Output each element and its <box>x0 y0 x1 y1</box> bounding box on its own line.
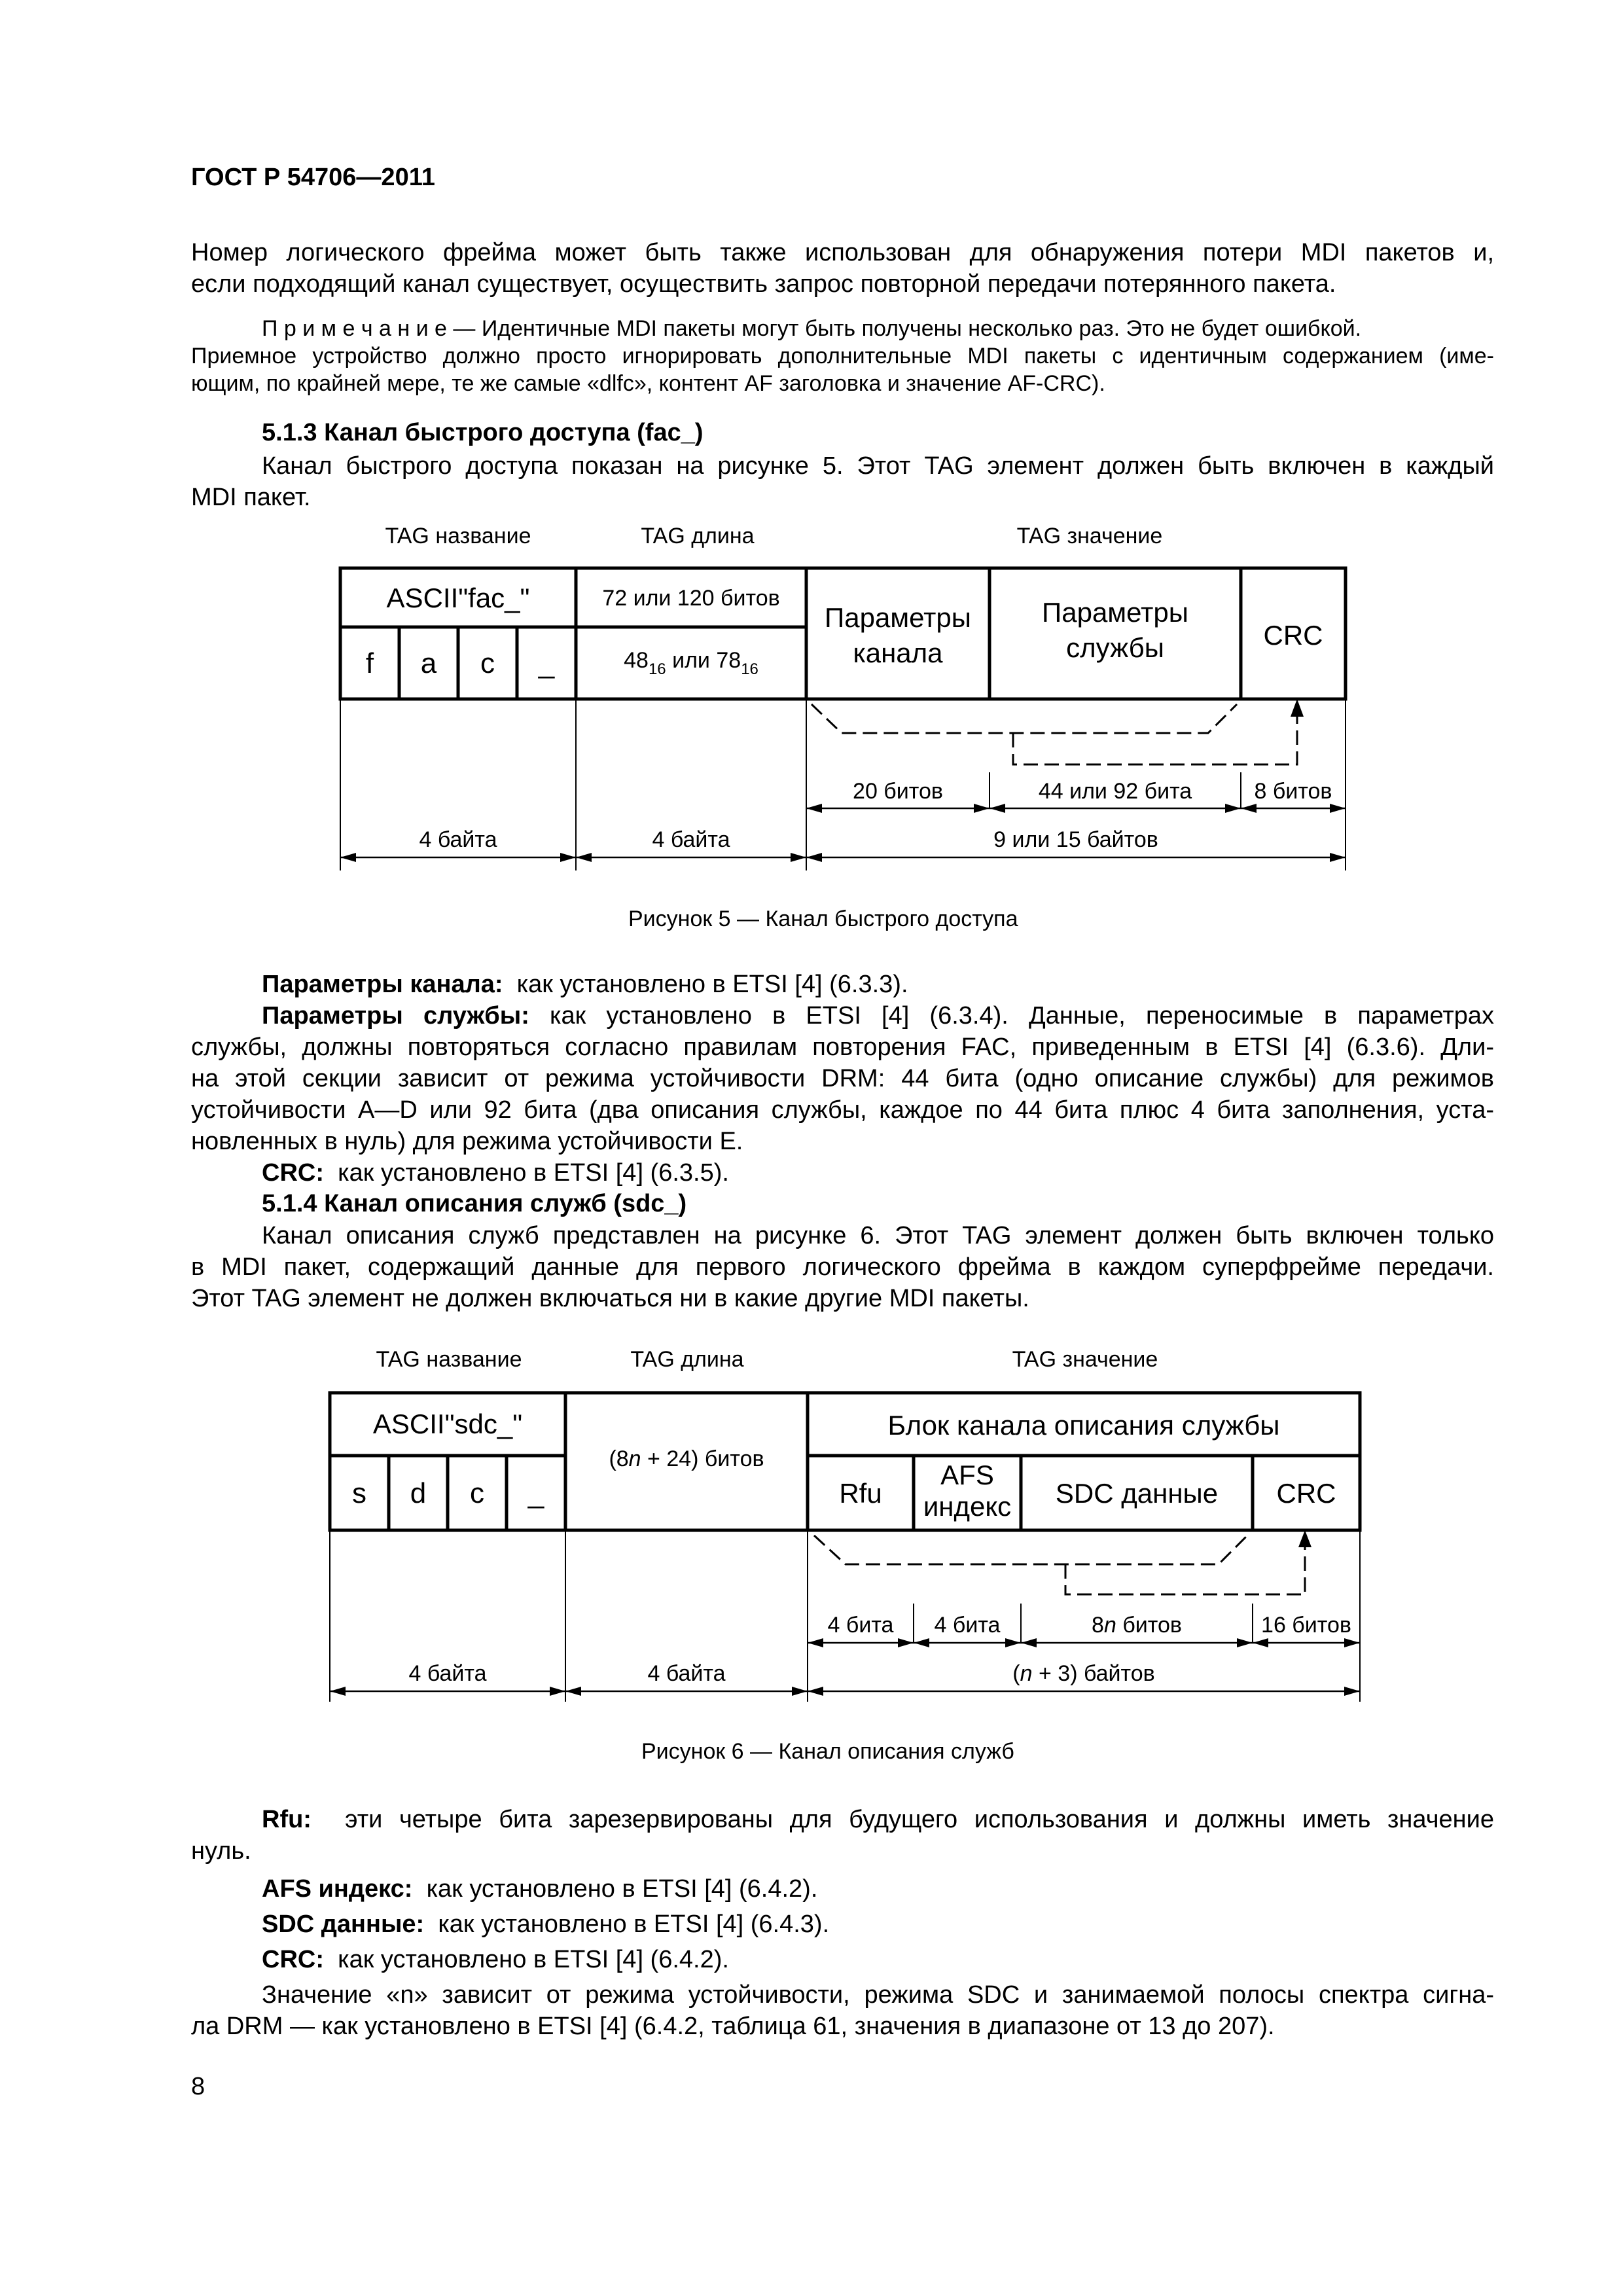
figure-6-caption: Рисунок 6 — Канал описания служб <box>641 1739 1014 1764</box>
section-514-heading: 5.1.4 Канал описания служб (sdc_) <box>262 1190 687 1217</box>
fig5-crc: CRC <box>1263 620 1323 651</box>
fig5-letter-c: c <box>480 647 495 679</box>
fig6-bits-afs: 4 бита <box>934 1613 1001 1638</box>
fig5-length-bits: 72 или 120 битов <box>602 586 780 611</box>
note-line-2: Приемное устройство должно просто игнорировать дополнительные MDI пакеты с идентичным содержанием (име- <box>191 344 1494 368</box>
sdc-rfu-line-1 <box>262 1805 1494 1834</box>
sdc-rfu-text-1: эти четыре бита зарезервированы для будущего использования и должны иметь значение <box>345 1806 1494 1833</box>
sdc-crc-label: CRC: <box>262 1946 324 1973</box>
fac-channel-text: как установлено в ETSI [4] (6.3.3). <box>516 971 908 998</box>
fac-crc-label: CRC: <box>262 1159 324 1187</box>
note-label: П р и м е ч а н и е <box>262 316 447 341</box>
fig5-ascii-label: ASCII"fac_" <box>386 583 530 613</box>
fig5-letter-f: f <box>365 647 374 679</box>
section-514-line-3: Этот TAG элемент не должен включаться ни в какие другие MDI пакеты. <box>191 1285 1029 1312</box>
fac-channel-label: Параметры канала: <box>262 971 503 998</box>
fig6-ascii-label: ASCII"sdc_" <box>372 1408 523 1439</box>
sdc-data-label: SDC данные: <box>262 1910 425 1938</box>
fig6-sdc-data: SDC данные <box>1055 1478 1219 1509</box>
fig6-bytes-length: 4 байта <box>647 1661 726 1686</box>
fig5-bits-crc: 8 битов <box>1254 779 1332 804</box>
sdc-data <box>262 1910 829 1939</box>
fig6-afs-1: AFS <box>940 1460 994 1490</box>
sdc-afs-label: AFS индекс: <box>262 1875 413 1903</box>
fig6-afs-2: индекс <box>923 1491 1012 1522</box>
fig5-channel-params-1: Параметры <box>825 602 971 633</box>
fac-service-line-2: службы, должны повторяться согласно правилам повторения FAC, приведенным в ETSI [4] (6.3.6). Дли- <box>191 1033 1494 1061</box>
fac-service-line-3: на этой секции зависит от режима устойчивости DRM: 44 бита (одно описание службы) для режимов <box>191 1065 1494 1092</box>
fig6-block-title: Блок канала описания службы <box>887 1410 1280 1441</box>
fig5-bytes-value: 9 или 15 байтов <box>993 827 1158 852</box>
sdc-rfu-label: Rfu: <box>262 1806 312 1833</box>
section-514-line-1: Канал описания служб представлен на рисунке 6. Этот TAG элемент должен быть включен только <box>262 1222 1494 1249</box>
sdc-afs-text: как установлено в ETSI [4] (6.4.2). <box>426 1875 818 1903</box>
sdc-crc <box>262 1945 729 1974</box>
fig6-bytes-name: 4 байта <box>408 1661 487 1686</box>
fac-service-text-1: как установлено в ETSI [4] (6.3.4). Данные, переносимые в параметрах <box>550 1002 1494 1030</box>
fig5-letter-a: a <box>420 647 437 679</box>
fig5-bytes-name: 4 байта <box>419 827 497 852</box>
sdc-n-line-2: ла DRM — как установлено в ETSI [4] (6.4.2, таблица 61, значения в диапазоне от 13 до 207). <box>191 2013 1275 2040</box>
fig5-col-name: TAG название <box>385 524 531 548</box>
fig6-bits-sdc: 8n битов <box>1092 1613 1182 1638</box>
fig6-crc: CRC <box>1276 1478 1336 1509</box>
fig5-col-length: TAG длина <box>641 524 755 548</box>
fig5-channel-params-2: канала <box>853 637 943 668</box>
fig6-letter-s: s <box>352 1477 366 1509</box>
fig5-letter-underscore: _ <box>538 647 555 679</box>
intro-line-1: Номер логического фрейма может быть также использован для обнаружения потери MDI пакетов и, <box>191 239 1494 266</box>
intro-line-2: если подходящий канал существует, осуществить запрос повторной передачи потерянного пакета. <box>191 270 1336 298</box>
fig6-bytes-value: (n + 3) байтов <box>1012 1661 1155 1686</box>
sdc-crc-text: как установлено в ETSI [4] (6.4.2). <box>338 1946 729 1973</box>
fig5-length-hex: $48_{16}$ или $78_{16}$ <box>624 648 758 678</box>
note-text-1: — Идентичные MDI пакеты могут быть получены несколько раз. Это не будет ошибкой. <box>446 316 1362 341</box>
sdc-n-line-1: Значение «n» зависит от режима устойчивости, режима SDC и занимаемой полосы спектра сигна- <box>262 1981 1494 2009</box>
fig6-bits-rfu: 4 бита <box>827 1613 894 1638</box>
fig5-col-value: TAG значение <box>1016 524 1163 548</box>
fac-crc-text: как установлено в ETSI [4] (6.3.5). <box>338 1159 729 1187</box>
page-number: 8 <box>191 2073 205 2100</box>
fig5-bits-channel: 20 битов <box>853 779 943 804</box>
fig6-col-name: TAG название <box>376 1347 522 1372</box>
fig6-rfu: Rfu <box>839 1478 882 1509</box>
document-header: ГОСТ Р 54706—2011 <box>191 164 435 191</box>
figure-5-caption: Рисунок 5 — Канал быстрого доступа <box>628 906 1018 931</box>
fig6-bits-crc: 16 битов <box>1261 1613 1351 1638</box>
fig6-length-bits: (8n + 24) битов <box>609 1446 764 1471</box>
fig6-letter-c: c <box>470 1477 484 1509</box>
fac-service-line-5: новленных в нуль) для режима устойчивости E. <box>191 1128 743 1155</box>
fac-service-label: Параметры службы: <box>262 1002 529 1030</box>
fig6-col-value: TAG значение <box>1012 1347 1158 1372</box>
fig6-letter-d: d <box>410 1477 427 1509</box>
fig6-col-length: TAG длина <box>630 1347 744 1372</box>
section-514-line-2: в MDI пакет, содержащий данные для первого логического фрейма в каждом суперфрейме передачи. <box>191 1253 1494 1281</box>
sdc-rfu-line-2: нуль. <box>191 1837 251 1865</box>
sdc-data-text: как установлено в ETSI [4] (6.4.3). <box>438 1910 830 1938</box>
fig5-bytes-length: 4 байта <box>652 827 730 852</box>
fig5-service-params-2: службы <box>1066 632 1164 663</box>
fac-service-line-4: устойчивости A—D или 92 бита (два описания службы, каждое по 44 бита плюс 4 бита заполнения, уста- <box>191 1096 1494 1124</box>
fig5-service-params-1: Параметры <box>1042 597 1188 628</box>
section-513-heading: 5.1.3 Канал быстрого доступа (fac_) <box>262 419 704 446</box>
sdc-afs <box>262 1874 817 1903</box>
section-513-line-1: Канал быстрого доступа показан на рисунке 5. Этот TAG элемент должен быть включен в каждый <box>262 452 1494 480</box>
note-line-3: ющим, по крайней мере, те же самые «dlfc», контент AF заголовка и значение AF-CRC). <box>191 371 1105 396</box>
fig5-bits-service: 44 или 92 бита <box>1038 779 1192 804</box>
fig6-letter-underscore: _ <box>527 1477 544 1509</box>
section-513-line-2: MDI пакет. <box>191 484 311 511</box>
